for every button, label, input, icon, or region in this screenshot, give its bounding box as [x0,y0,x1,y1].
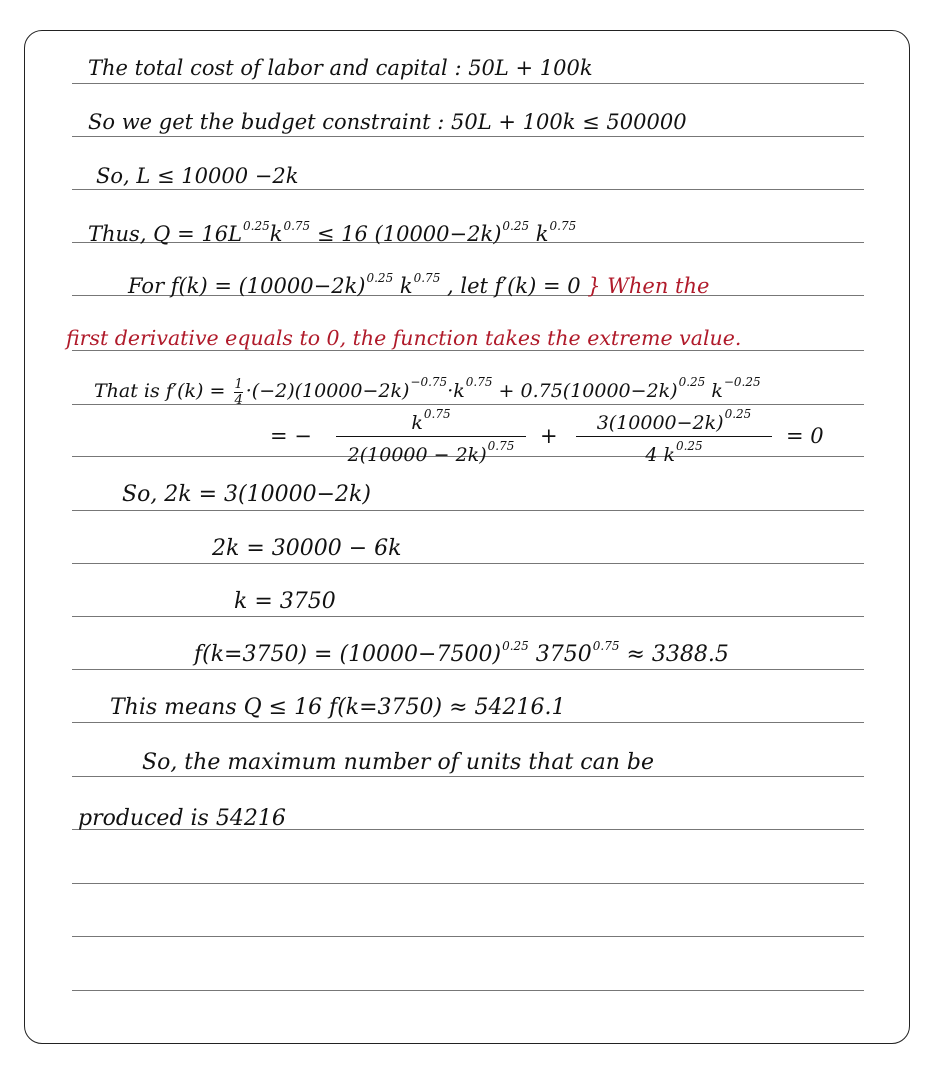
budget-constraint-line: So we get the budget constraint : 50L + 100k ≤ 500000 [88,110,687,134]
ruled-line [72,83,864,84]
solve-step-3: k = 3750 [234,589,336,614]
first-fraction: $k^{0.75}$ $2(10000 - 2k)^{0.75}$ [336,408,526,465]
plus-sign: + [540,424,558,448]
ruled-line [72,669,864,670]
derivative-line: That is f′(k) = $\frac{1}{4}$ $\cdot(-2)(10000-2k)^{-0.75}\cdot k^{0.75} + 0.75(10000-2k)^{0.25}$ $k^{-0.25}$ [94,375,761,408]
ruled-line [72,936,864,937]
ruled-line [72,990,864,991]
ruled-line [72,350,864,351]
labor-bound-line: So, L ≤ 10000 −2k [96,164,299,188]
ruled-line [72,189,864,190]
ruled-line [72,616,864,617]
conclusion-line-1: So, the maximum number of units that can be [142,750,654,775]
second-fraction: $3(10000-2k)^{0.25}$ 4 $k^{0.25}$ [576,408,772,465]
ruled-line [72,136,864,137]
equals-minus: = − [270,424,312,448]
ruled-line [72,776,864,777]
ruled-line [72,563,864,564]
conclusion-line-2: produced is 54216 [78,806,286,831]
solve-step-1: So, 2k = 3(10000−2k) [122,482,371,507]
cost-line: The total cost of labor and capital : 50L + 100k [88,56,593,80]
ruled-line [72,510,864,511]
ruled-line [72,883,864,884]
derivative-annotation: first derivative equals to 0, the function takes the extreme value. [66,326,742,350]
ruled-line [72,722,864,723]
quarter-fraction: $\frac{1}{4}$ [234,376,243,408]
function-value-line: $f(k=3750) = (10000-7500)^{0.25}$ $3750^{0.75} \approx 3388.5$ [194,639,729,667]
solve-step-2: 2k = 30000 − 6k [212,536,402,561]
function-definition-line: For $f(k) = (10000-2k)^{0.25}$ $k^{0.75}$ , let f′(k) = 0 } When the [128,271,710,298]
equals-zero: = 0 [786,424,824,448]
output-max-line: This means Q ≤ 16 f(k=3750) ≈ 54216.1 [110,695,566,720]
output-bound-line: Thus, $Q = 16L^{0.25}k^{0.75} \le 16$ $(10000-2k)^{0.25}$ $k^{0.75}$ [88,219,577,246]
